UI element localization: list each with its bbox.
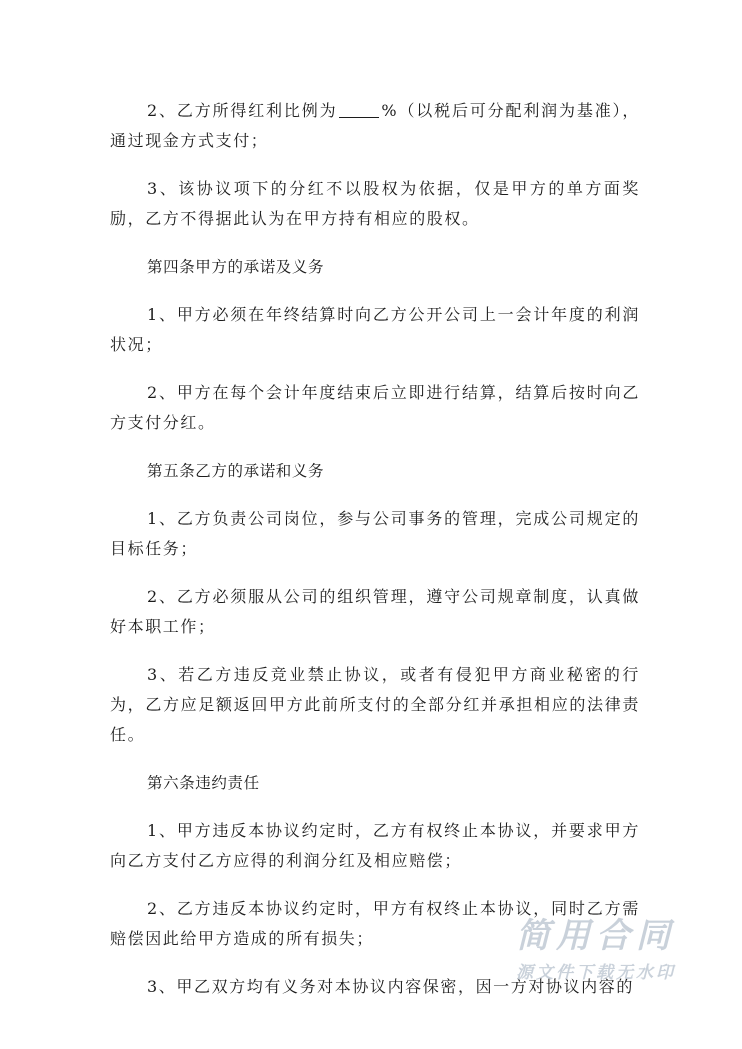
article-5-heading: 第五条乙方的承诺和义务 xyxy=(147,462,325,480)
clause-3-item-2-text-a: 2、乙方所得红利比例为 xyxy=(147,101,338,120)
article-6-heading: 第六条违约责任 xyxy=(147,774,260,792)
article-6-item-2: 2、乙方违反本协议约定时，甲方有权终止本协议，同时乙方需赔偿因此给甲方造成的所有损失； xyxy=(110,899,640,948)
article-5-item-3: 3、若乙方违反竞业禁止协议，或者有侵犯甲方商业秘密的行为，乙方应足额返回甲方此前所支付的全部分红并承担相应的法律责任。 xyxy=(110,665,640,744)
article-4-item-2: 2、甲方在每个会计年度结束后立即进行结算，结算后按时向乙方支付分红。 xyxy=(110,383,640,432)
article-4-item-1: 1、甲方必须在年终结算时向乙方公开公司上一会计年度的利润状况； xyxy=(110,305,640,354)
article-6-item-1: 1、甲方违反本协议约定时，乙方有权终止本协议，并要求甲方向乙方支付乙方应得的利润分红及相应赔偿； xyxy=(110,821,640,870)
article-6-item-3: 3、甲乙双方均有义务对本协议内容保密，因一方对协议内容的 xyxy=(147,977,634,996)
article-5-item-1: 1、乙方负责公司岗位，参与公司事务的管理，完成公司规定的目标任务； xyxy=(110,509,640,558)
article-4-heading: 第四条甲方的承诺及义务 xyxy=(147,258,325,276)
clause-3-item-2-text-b: %（以税后可分配利润为基准），通过现金方式支付； xyxy=(110,101,640,150)
watermark-subtitle: 源文件下载无水印 xyxy=(516,963,676,983)
document-body xyxy=(110,96,640,1020)
clause-3-item-3: 3、该协议项下的分红不以股权为依据，仅是甲方的单方面奖励，乙方不得据此认为在甲方持有相应的股权。 xyxy=(110,179,640,228)
watermark-title: 简用合同 xyxy=(516,916,676,956)
article-5-item-2: 2、乙方必须服从公司的组织管理，遵守公司规章制度，认真做好本职工作； xyxy=(110,587,640,636)
watermark xyxy=(506,914,686,986)
clause-3-item-2 xyxy=(110,96,640,156)
ratio-blank-underline xyxy=(339,99,379,118)
